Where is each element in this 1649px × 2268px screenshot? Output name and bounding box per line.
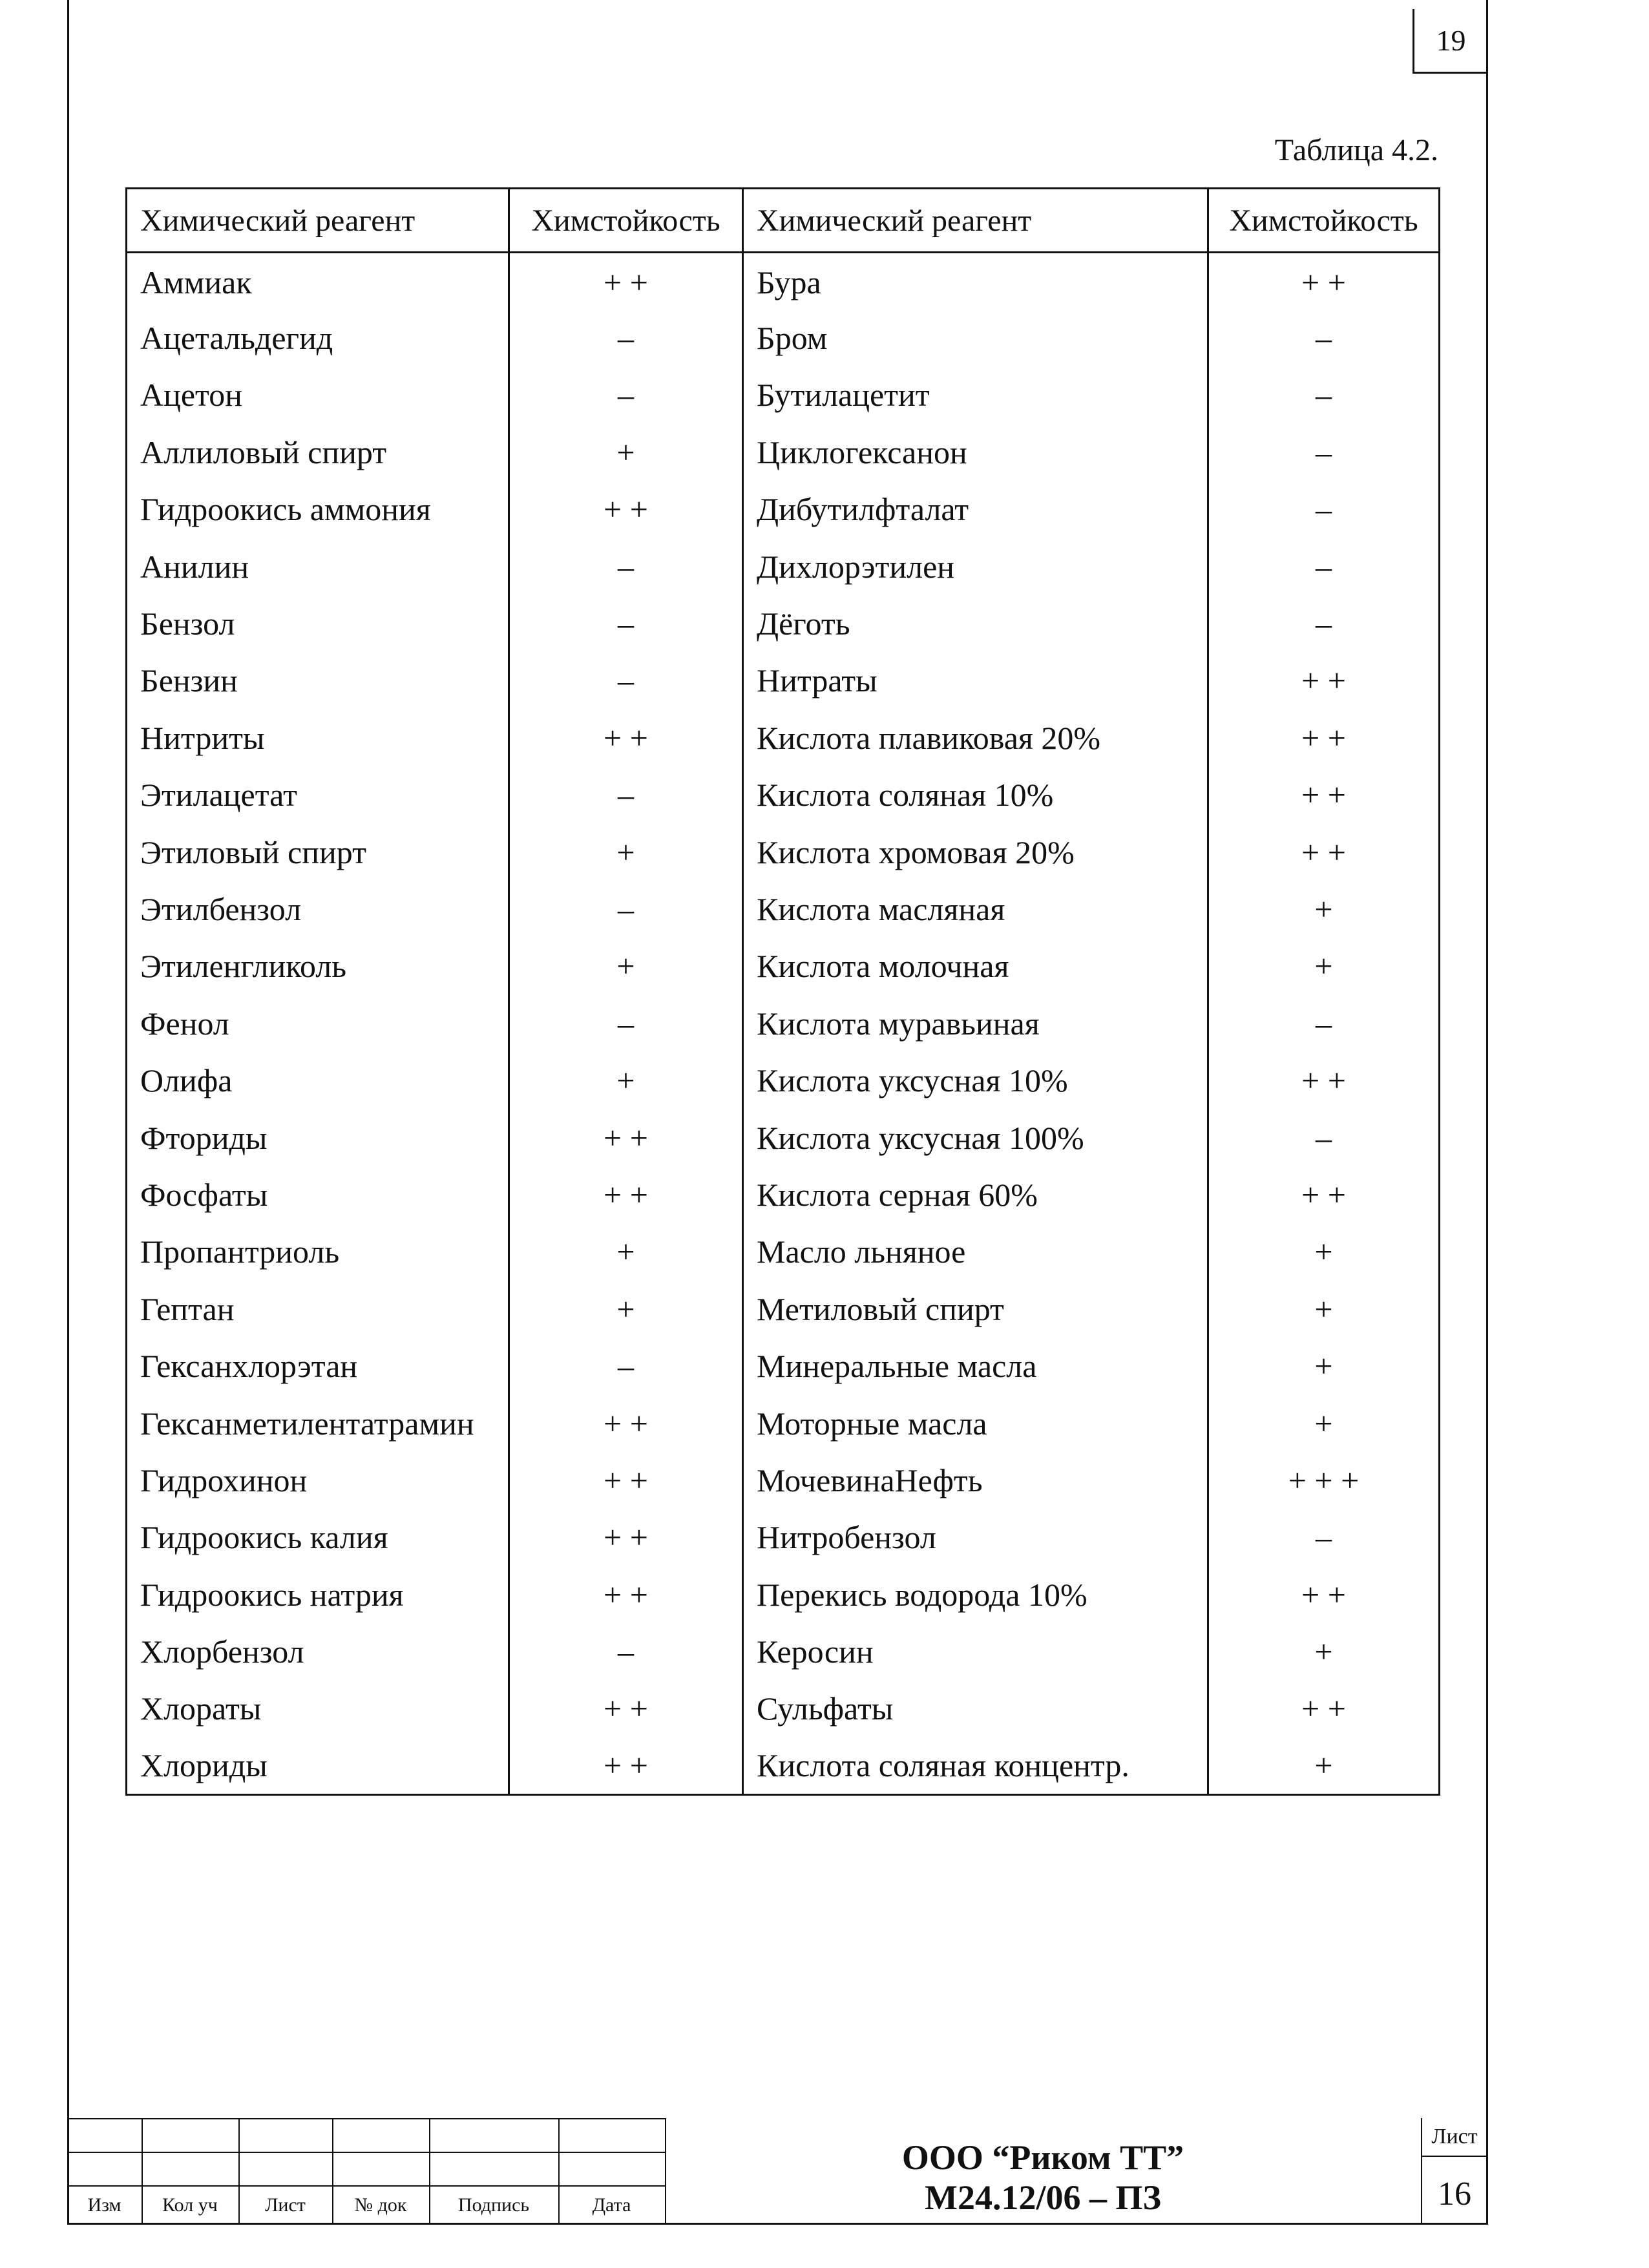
reagent-right-cell: Нитраты (743, 652, 1208, 709)
resistance-left-cell: – (509, 366, 743, 423)
table-row (127, 1394, 1440, 1451)
reagent-right-cell: МочевинаНефть (743, 1452, 1208, 1509)
reagent-left-cell: Гидроокись калия (127, 1509, 509, 1566)
frame-left-line (67, 0, 69, 2224)
reagent-right-cell: Дёготь (743, 595, 1208, 652)
stamp-document-code: М24.12/06 – ПЗ (925, 2178, 1161, 2217)
resistance-right-cell: – (1208, 366, 1440, 423)
resistance-left-cell: – (509, 995, 743, 1052)
table-body (127, 253, 1440, 1795)
stamp-organization: ООО “Риком ТТ” (901, 2138, 1184, 2177)
table-row (127, 1223, 1440, 1280)
reagent-right-cell: Циклогексанон (743, 424, 1208, 481)
stamp-col-list: Лист (265, 2194, 306, 2216)
table-row (127, 1338, 1440, 1394)
resistance-left-cell: + + (509, 1394, 743, 1451)
reagent-right-cell: Сульфаты (743, 1680, 1208, 1737)
table-row (127, 823, 1440, 880)
reagent-left-cell: Аммиак (127, 253, 509, 310)
resistance-left-cell: + + (509, 1452, 743, 1509)
resistance-left-cell: + + (509, 253, 743, 310)
resistance-left-cell: + + (509, 1109, 743, 1166)
reagent-left-cell: Хлораты (127, 1680, 509, 1737)
resistance-left-cell: – (509, 595, 743, 652)
reagent-right-cell: Кислота соляная концентр. (743, 1738, 1208, 1794)
resistance-right-cell: + (1208, 1281, 1440, 1338)
resistance-left-cell: + + (509, 1566, 743, 1622)
reagent-left-cell: Олифа (127, 1052, 509, 1109)
reagent-right-cell: Кислота серная 60% (743, 1166, 1208, 1223)
reagent-left-cell: Ацетальдегид (127, 310, 509, 366)
resistance-right-cell: + (1208, 1338, 1440, 1394)
resistance-right-cell: + + + (1208, 1452, 1440, 1509)
table-row (127, 766, 1440, 823)
reagent-left-cell: Этиловый спирт (127, 823, 509, 880)
resistance-left-cell: + + (509, 1680, 743, 1737)
resistance-right-cell: + + (1208, 1566, 1440, 1622)
reagent-right-cell: Кислота хромовая 20% (743, 823, 1208, 880)
resistance-right-cell: – (1208, 595, 1440, 652)
reagent-left-cell: Гидроокись натрия (127, 1566, 509, 1622)
resistance-right-cell: + (1208, 881, 1440, 938)
resistance-left-cell: + (509, 1052, 743, 1109)
resistance-right-cell: – (1208, 538, 1440, 594)
page-number-box (1413, 9, 1487, 74)
title-block-stamp (67, 2118, 1488, 2225)
table-row (127, 1109, 1440, 1166)
resistance-right-cell: + (1208, 1223, 1440, 1280)
resistance-right-cell: + + (1208, 1052, 1440, 1109)
reagent-left-cell: Бензол (127, 595, 509, 652)
reagent-right-cell: Нитробензол (743, 1509, 1208, 1566)
resistance-left-cell: + + (509, 1738, 743, 1794)
table-row (127, 1166, 1440, 1223)
resistance-left-cell: + (509, 424, 743, 481)
resistance-right-cell: + (1208, 1394, 1440, 1451)
stamp-col-kol-uch: Кол уч (162, 2194, 218, 2216)
resistance-left-cell: – (509, 766, 743, 823)
resistance-left-cell: + + (509, 709, 743, 766)
resistance-right-cell: + (1208, 1738, 1440, 1794)
reagent-left-cell: Фосфаты (127, 1166, 509, 1223)
resistance-right-cell: – (1208, 310, 1440, 366)
table-row (127, 310, 1440, 366)
table-row (127, 1281, 1440, 1338)
resistance-left-cell: – (509, 1338, 743, 1394)
table-row (127, 1680, 1440, 1737)
reagent-left-cell: Бензин (127, 652, 509, 709)
resistance-left-cell: + (509, 1223, 743, 1280)
reagent-right-cell: Кислота уксусная 10% (743, 1052, 1208, 1109)
resistance-left-cell: + + (509, 1509, 743, 1566)
stamp-col-date: Дата (592, 2194, 631, 2216)
page-number: 19 (1436, 24, 1466, 57)
stamp-col-doc-number: № док (354, 2194, 407, 2216)
resistance-right-cell: + (1208, 1623, 1440, 1680)
reagent-left-cell: Гексанхлорэтан (127, 1338, 509, 1394)
reagent-right-cell: Кислота соляная 10% (743, 766, 1208, 823)
reagent-left-cell: Этиленгликоль (127, 938, 509, 994)
reagent-right-cell: Масло льняное (743, 1223, 1208, 1280)
resistance-right-cell: + + (1208, 253, 1440, 310)
table-row (127, 1566, 1440, 1622)
resistance-right-cell: – (1208, 424, 1440, 481)
reagent-left-cell: Гексанметилентатрамин (127, 1394, 509, 1451)
reagent-right-cell: Дихлорэтилен (743, 538, 1208, 594)
reagent-left-cell: Этилбензол (127, 881, 509, 938)
header-resistance-left: Химстойкость (509, 189, 743, 253)
reagent-left-cell: Нитриты (127, 709, 509, 766)
reagent-left-cell: Пропантриоль (127, 1223, 509, 1280)
resistance-right-cell: + + (1208, 709, 1440, 766)
table-row (127, 709, 1440, 766)
resistance-left-cell: + (509, 938, 743, 994)
reagent-right-cell: Кислота муравьиная (743, 995, 1208, 1052)
stamp-sheet-number: 16 (1438, 2176, 1471, 2212)
resistance-right-cell: + + (1208, 1166, 1440, 1223)
reagent-right-cell: Кислота масляная (743, 881, 1208, 938)
table-row (127, 938, 1440, 994)
reagent-left-cell: Гидроокись аммония (127, 481, 509, 538)
resistance-left-cell: – (509, 1623, 743, 1680)
resistance-right-cell: + + (1208, 652, 1440, 709)
resistance-left-cell: + (509, 1281, 743, 1338)
resistance-right-cell: – (1208, 995, 1440, 1052)
header-resistance-right: Химстойкость (1208, 189, 1440, 253)
reagent-left-cell: Гидрохинон (127, 1452, 509, 1509)
reagent-right-cell: Моторные масла (743, 1394, 1208, 1451)
frame-right-line (1486, 0, 1488, 2224)
reagent-right-cell: Кислота молочная (743, 938, 1208, 994)
resistance-right-cell: – (1208, 481, 1440, 538)
resistance-left-cell: + (509, 823, 743, 880)
reagent-left-cell: Аллиловый спирт (127, 424, 509, 481)
resistance-left-cell: – (509, 881, 743, 938)
table-row (127, 1738, 1440, 1794)
resistance-right-cell: + (1208, 938, 1440, 994)
table-row (127, 595, 1440, 652)
table-row (127, 1052, 1440, 1109)
table-header-row (127, 189, 1440, 253)
resistance-right-cell: + + (1208, 1680, 1440, 1737)
resistance-right-cell: + + (1208, 823, 1440, 880)
reagent-left-cell: Фенол (127, 995, 509, 1052)
stamp-col-izm: Изм (87, 2194, 121, 2216)
table-row (127, 424, 1440, 481)
reagent-left-cell: Ацетон (127, 366, 509, 423)
resistance-left-cell: + + (509, 481, 743, 538)
reagent-right-cell: Керосин (743, 1623, 1208, 1680)
reagent-right-cell: Бутилацетит (743, 366, 1208, 423)
resistance-right-cell: – (1208, 1109, 1440, 1166)
reagent-right-cell: Кислота плавиковая 20% (743, 709, 1208, 766)
reagent-left-cell: Гептан (127, 1281, 509, 1338)
header-reagent-left: Химический реагент (127, 189, 509, 253)
resistance-left-cell: – (509, 538, 743, 594)
reagent-right-cell: Бром (743, 310, 1208, 366)
header-reagent-right: Химический реагент (743, 189, 1208, 253)
resistance-right-cell: – (1208, 1509, 1440, 1566)
reagent-right-cell: Бура (743, 253, 1208, 310)
table-row (127, 995, 1440, 1052)
reagent-right-cell: Метиловый спирт (743, 1281, 1208, 1338)
reagent-right-cell: Перекись водорода 10% (743, 1566, 1208, 1622)
table-row (127, 366, 1440, 423)
reagent-left-cell: Хлориды (127, 1738, 509, 1794)
reagent-right-cell: Минеральные масла (743, 1338, 1208, 1394)
stamp-col-signature: Подпись (457, 2194, 530, 2216)
reagent-left-cell: Хлорбензол (127, 1623, 509, 1680)
resistance-left-cell: – (509, 652, 743, 709)
table-row (127, 1509, 1440, 1566)
reagent-left-cell: Анилин (127, 538, 509, 594)
resistance-left-cell: – (509, 310, 743, 366)
reagent-left-cell: Фториды (127, 1109, 509, 1166)
table-row (127, 253, 1440, 310)
table-row (127, 881, 1440, 938)
resistance-left-cell: + + (509, 1166, 743, 1223)
reagent-right-cell: Дибутилфталат (743, 481, 1208, 538)
table-row (127, 481, 1440, 538)
reagent-left-cell: Этилацетат (127, 766, 509, 823)
resistance-right-cell: + + (1208, 766, 1440, 823)
table-row (127, 538, 1440, 594)
reagent-right-cell: Кислота уксусная 100% (743, 1109, 1208, 1166)
table-row (127, 1623, 1440, 1680)
stamp-sheet-label: Лист (1431, 2125, 1478, 2148)
chemical-resistance-table (125, 187, 1440, 1796)
table-row (127, 652, 1440, 709)
table-row (127, 1452, 1440, 1509)
table-caption: Таблица 4.2. (1274, 133, 1438, 167)
